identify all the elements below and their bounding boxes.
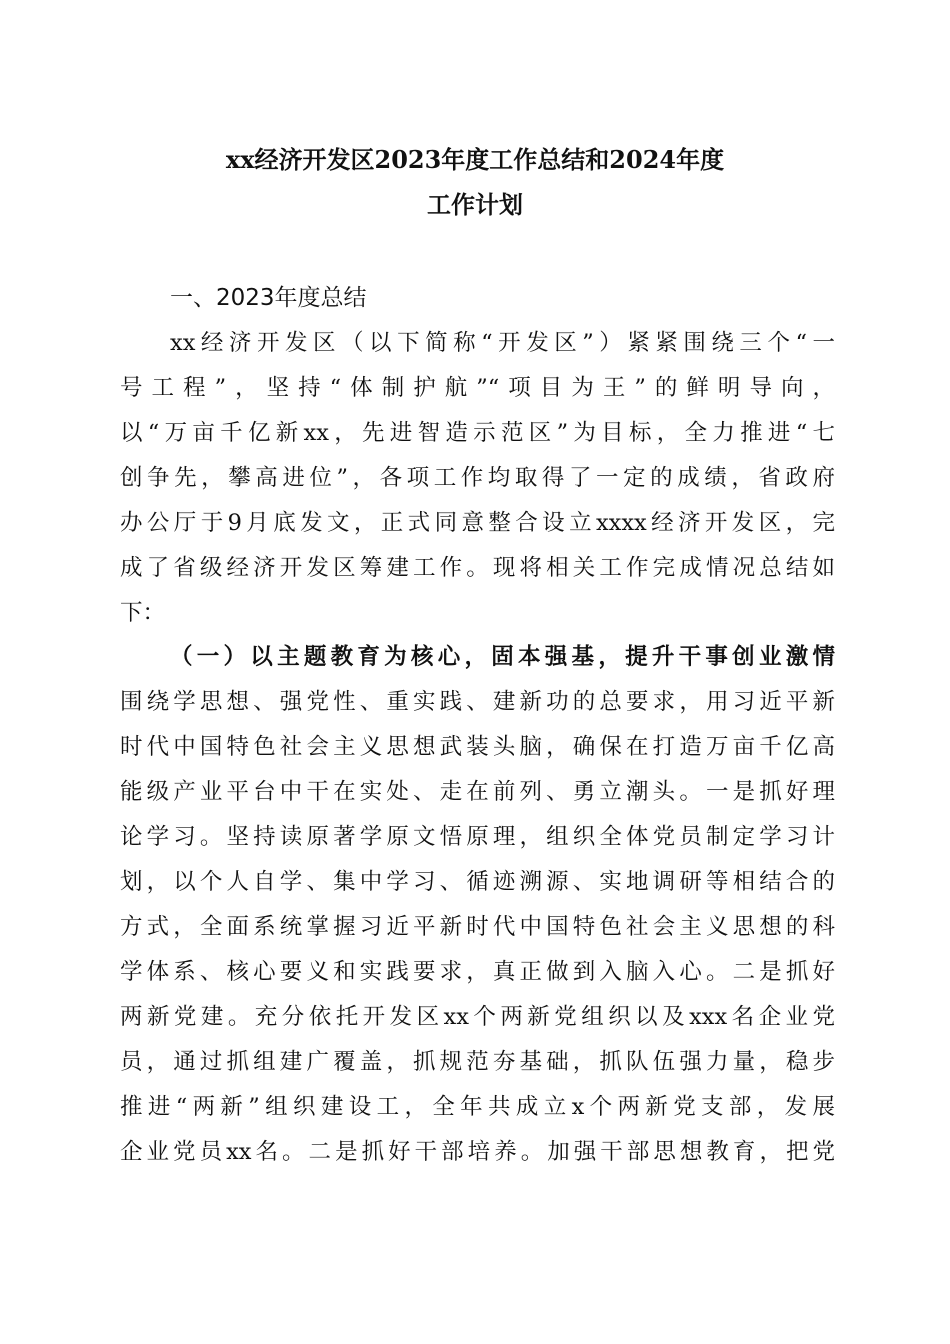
paragraph-2-line: 方式，全面系统掌握习近平新时代中国特色社会主义思想的科 — [120, 914, 835, 940]
paragraph-2-line: 划，以个人自学、集中学习、循迹溯源、实地调研等相结合的 — [120, 869, 835, 895]
paragraph-1-line: 下： — [120, 600, 166, 626]
paragraph-1-line: xx经济开发区（以下简称“开发区”）紧紧围绕三个“一 — [170, 330, 835, 356]
paragraph-2-line: 员，通过抓组建广覆盖，抓规范夯基础，抓队伍强力量，稳步 — [120, 1049, 835, 1075]
paragraph-1-line: 号工程”，坚持“体制护航”“项目为王”的鲜明导向， — [120, 375, 835, 401]
paragraph-2-line: 推进“两新”组织建设工，全年共成立x个两新党支部，发展 — [120, 1094, 835, 1120]
subsection-heading: （一）以主题教育为核心，固本强基，提升干事创业激情 — [170, 644, 835, 670]
paragraph-2-line: 时代中国特色社会主义思想武装头脑，确保在打造万亩千亿高 — [120, 734, 835, 760]
section-heading: 一、2023年度总结 — [170, 285, 367, 311]
document-title-line-2: 工作计划 — [427, 190, 523, 219]
paragraph-1-line: 成了省级经济开发区筹建工作。现将相关工作完成情况总结如 — [120, 555, 835, 581]
paragraph-2-line: 围绕学思想、强党性、重实践、建新功的总要求，用习近平新 — [120, 689, 835, 715]
paragraph-1-line: 以“万亩千亿新xx，先进智造示范区”为目标，全力推进“七 — [120, 420, 835, 446]
paragraph-2-line: 企业党员xx名。二是抓好干部培养。加强干部思想教育，把党 — [120, 1139, 835, 1165]
paragraph-2-line: 学体系、核心要义和实践要求，真正做到入脑入心。二是抓好 — [120, 959, 835, 985]
paragraph-1-line: 创争先，攀高进位”，各项工作均取得了一定的成绩，省政府 — [120, 465, 835, 491]
paragraph-2-line: 论学习。坚持读原著学原文悟原理，组织全体党员制定学习计 — [120, 824, 835, 850]
paragraph-2-line: 两新党建。充分依托开发区xx个两新党组织以及xxx名企业党 — [120, 1004, 835, 1030]
paragraph-2-line: 能级产业平台中干在实处、走在前列、勇立潮头。一是抓好理 — [120, 779, 835, 805]
document-title-line-1: xx经济开发区2023年度工作总结和2024年度 — [225, 145, 725, 174]
paragraph-1-line: 办公厅于9月底发文，正式同意整合设立xxxx经济开发区，完 — [120, 510, 835, 536]
